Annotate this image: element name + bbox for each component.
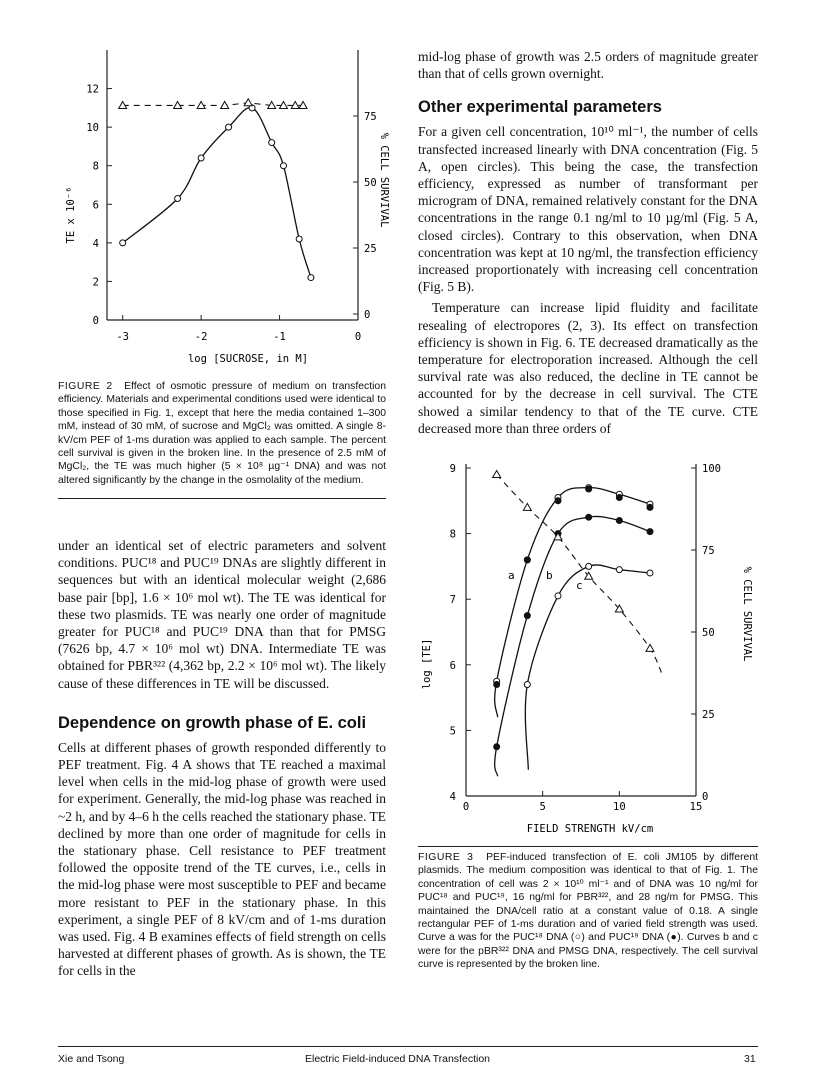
fig3-te-point [616, 495, 622, 501]
fig3-y2tick-label: 50 [702, 627, 715, 639]
fig3-te-point [586, 563, 592, 569]
fig3-xtick-label: 5 [539, 801, 546, 813]
fig2-ytick-label: 0 [92, 315, 99, 327]
fig2-ytick-label: 6 [92, 199, 99, 212]
fig2-te-point [296, 236, 302, 242]
fig2-te-point [120, 240, 126, 246]
fig3-te-point [616, 517, 622, 523]
fig3-curve-label-a: a [508, 569, 515, 582]
fig3-te-point [494, 744, 500, 750]
fig2-te-point [269, 140, 275, 146]
fig3-te-point [524, 557, 530, 563]
caption-rule-fig2 [58, 498, 386, 499]
fig3-te-point [555, 593, 561, 599]
figure-2-caption-text: Effect of osmotic pressure of medium on transfection efficiency. Materials and experimental conditions used were identical to those specified in Fig. 1, except that here the media contained 1–300 mM, instead of 30 mM, of sucrose and MgCl₂ was omitted. A single 8-kV/cm PEF of 1-ms duration was applied to each sample. The percent cell survival is given in the broken line. In the presence of 2.5 mM of MgCl₂, the TE was much higher (5 × 10⁸ µg⁻¹ DNA) and was not altered significantly by the change in the osmolality of the medium. [58, 381, 386, 486]
fig2-ytick-label: 12 [86, 83, 99, 96]
fig3-curve-label-b: b [546, 569, 553, 582]
fig2-ytick-label: 10 [86, 122, 99, 135]
left-paragraph-1: under an identical set of electric parameters and solvent conditions. PUC¹⁸ and PUC¹⁹ DNAs are slightly different in sequences but with an identical molecular weight (2,686 base pair [bp], 1.6 × 10⁶ mol wt). The TE was identical for these two plasmids. TE was nearly one order of magnitude greater for PUC¹⁸ and PUC¹⁹ DNA than that for PMSG (7626 bp, 4.7 × 10⁶ mol wt) DNA. Intermediate TE was obtained for PBR³²² (4,362 bp, 2.2 × 10⁶ mol wt). The likely cause of these differences in TE will be discussed. [58, 538, 386, 691]
fig3-te-point [586, 514, 592, 520]
fig3-ytick-label: 8 [449, 528, 456, 541]
fig3-te-point [494, 681, 500, 687]
right-paragraph-3: Temperature can increase lipid fluidity and facilitate resealing of electropores (2, 3). Its effect on transfection efficiency is shown in Fig. 6. TE decreased dramatically as the temperature for electroporation increased. Although the cell survival rate was also reduced, the decline in TE cannot be accounted for by the decrease in cell survival. The CTE showed a similar tendency to that of the TE curve. CTE decreased more than three orders of [418, 300, 758, 436]
fig2-y2tick-label: 25 [364, 243, 377, 255]
footer-page-number: 31 [744, 1053, 756, 1065]
fig3-ytick-label: 6 [449, 659, 456, 672]
fig3-xtick-label: 10 [613, 801, 626, 813]
fig3-ytick-label: 5 [449, 725, 456, 738]
footer-rule [58, 1046, 758, 1047]
figure-3-chart [418, 464, 768, 842]
figure-2-label: FIGURE 2 [58, 381, 113, 392]
fig2-y2tick-label: 0 [364, 309, 371, 321]
footer-title: Electric Field-induced DNA Transfection [305, 1053, 490, 1065]
fig3-survival-point [646, 644, 654, 651]
fig3-y2label: % CELL SURVIVAL [741, 566, 753, 662]
fig3-y2tick-label: 75 [702, 545, 715, 557]
fig3-ytick-label: 7 [449, 594, 456, 607]
fig2-xtick-label: -2 [194, 331, 208, 343]
right-paragraph-2: For a given cell concentration, 10¹⁰ ml⁻¹, the number of cells transfected increased linearly with DNA concentration (Fig. 5 A, open circles). This being the case, the transfection efficiency, expressed as number of transformant per microgram of DNA, remained relatively constant for the DNA concentrations in the range 0.1 ng/ml to 10 µg/ml (Fig. 5 A, closed circles). Contrary to this observation, when DNA concentration was kept at 10 ng/ml, the transfection efficiency increased proportionately with increasing cell concentration (Fig. 5 B). [418, 124, 758, 295]
fig2-ytick-label: 2 [92, 276, 99, 289]
fig2-xtick-label: -1 [273, 331, 286, 343]
fig3-te-point [647, 504, 653, 510]
fig2-te-point [226, 124, 232, 130]
fig3-curve-label-c: c [576, 579, 583, 592]
fig3-xtick-label: 15 [689, 801, 703, 813]
fig2-y2tick-label: 75 [364, 111, 377, 123]
fig3-ylabel: log [TE] [421, 638, 433, 690]
fig2-survival-point [244, 99, 252, 106]
right-paragraph-1: mid-log phase of growth was 2.5 orders of magnitude greater than that of cells grown overnight. [418, 49, 758, 82]
left-paragraph-2: Cells at different phases of growth responded differently to PEF treatment. Fig. 4 A shows that TE reached a maximal level when cells in the mid-log phase of growth were used for experiment. Generally, the mid-log phase was reached in ~2 h, and by 4–6 h the cells reached the stationary phase. TE declined by more than one order of magnitude for cells in the stationary phase. Cell resistance to PEF treatment followed the opposite trend of the TE curves, i.e., cells in the mid-log phase were most susceptible to PEF and became more resistant to PEF in the stationary phase. In this experiment, a single PEF of 8 kV/cm and of 1-ms duration was used. Fig. 4 B examines effects of field strength on cells harvested at different phases of growth. As is shown, the TE for cells in the [58, 739, 386, 979]
fig3-y2tick-label: 25 [702, 709, 715, 721]
fig2-ytick-label: 8 [92, 160, 99, 173]
fig2-y2tick-label: 50 [364, 177, 377, 189]
fig3-te-point [524, 681, 530, 687]
fig3-te-point [524, 613, 530, 619]
fig2-xtick-label: 0 [354, 331, 362, 343]
fig2-te-point [198, 155, 204, 161]
fig2-te-point [308, 275, 314, 281]
figure-3-caption-text: PEF-induced transfection of E. coli JM105 by different plasmids. The medium composition was identical to that of Fig. 1. The concentration of cell was 2 × 10¹⁰ ml⁻¹ and of DNA was 10 ng/ml for PUC¹⁸ and PUC¹⁹, 16 ng/ml for PBR³²², and 28 ng/m for PMSG. This maintained the DNA/cell ratio at a constant value of 0.18. A single rectangular PEF of 1-ms duration and of varied field strength was used. Curve a was for the PUC¹⁸ DNA (○) and PUC¹⁹ DNA (●). Curves b and c were for the pBR³²² DNA and PMSG DNA, respectively. The cell survival curve is represented by the broken line. [418, 852, 758, 971]
fig3-te-point [586, 486, 592, 492]
fig3-y2tick-label: 0 [702, 791, 709, 803]
fig3-survival-point [493, 471, 501, 478]
footer-authors: Xie and Tsong [58, 1053, 125, 1065]
fig2-ylabel: TE x 10⁻⁶ [65, 186, 77, 244]
figure-2-caption [58, 380, 386, 487]
fig2-y2label: % CELL SURVIVAL [378, 132, 390, 228]
fig3-ytick-label: 4 [449, 791, 456, 803]
fig3-te-point [555, 498, 561, 504]
fig2-ytick-label: 4 [92, 237, 99, 250]
figure-3-caption [418, 851, 758, 972]
fig3-xlabel: FIELD STRENGTH kV/cm [526, 823, 654, 835]
fig3-survival-point [523, 503, 531, 510]
fig3-te-point [647, 529, 653, 535]
figure-3-label: FIGURE 3 [418, 852, 474, 863]
fig2-xtick-label: -3 [116, 331, 130, 343]
caption-rule-fig3-top [418, 846, 758, 847]
section-heading-growth-phase: Dependence on growth phase of E. coli [58, 713, 367, 732]
section-heading-other-parameters: Other experimental parameters [418, 98, 662, 117]
fig3-te-point [647, 570, 653, 576]
figure-2-chart [58, 50, 390, 370]
fig2-xlabel: log [SUCROSE, in M] [187, 353, 309, 365]
fig3-xtick-label: 0 [462, 801, 470, 813]
fig2-te-point [175, 196, 181, 202]
fig3-ytick-label: 9 [449, 463, 456, 475]
fig3-y2tick-label: 100 [702, 463, 721, 475]
fig3-te-point [616, 567, 622, 573]
fig2-te-point [280, 163, 286, 169]
